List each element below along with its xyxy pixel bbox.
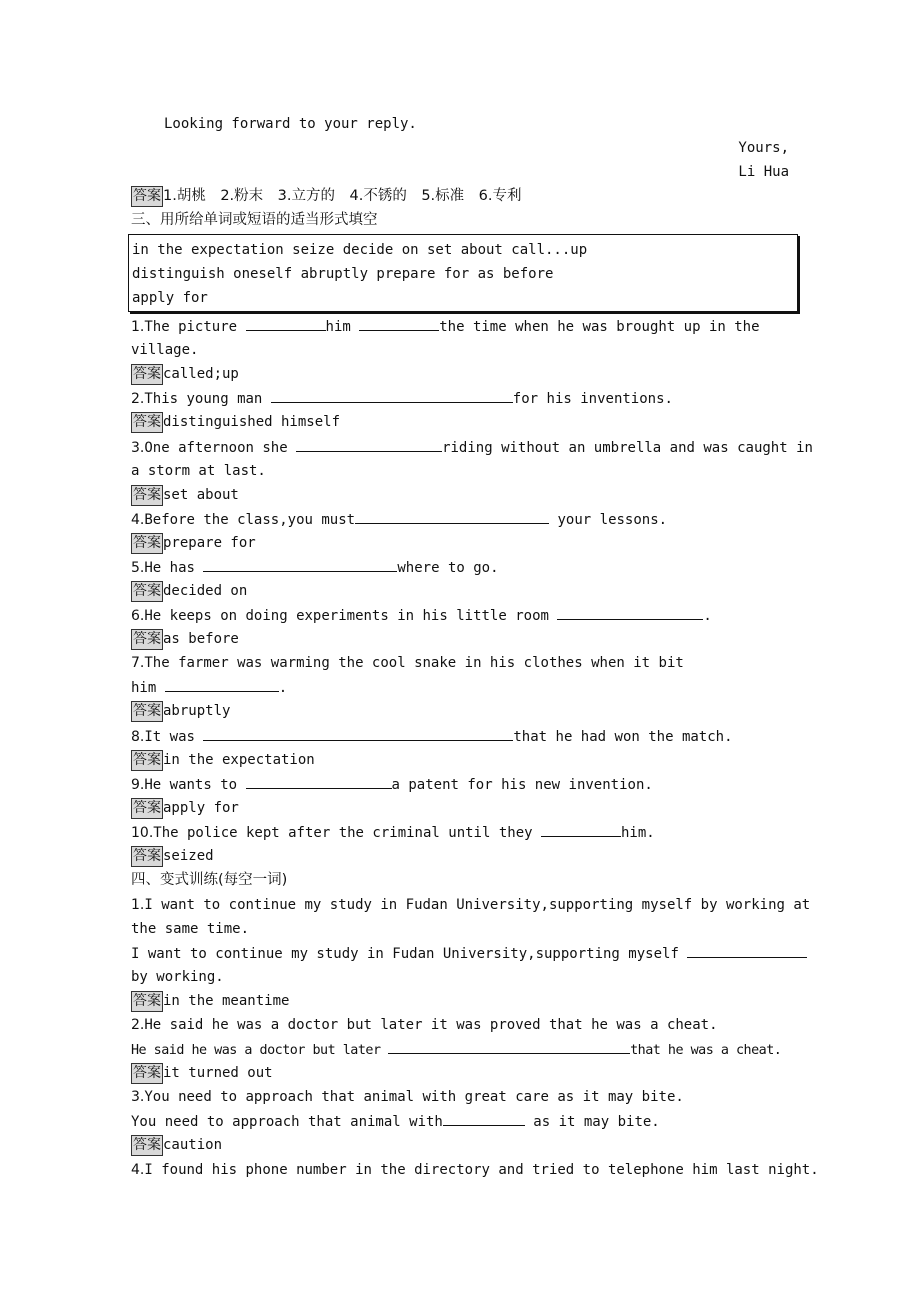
s4-question-2 <box>131 1014 791 1036</box>
question-text: I want to continue my study in Fudan University,supporting myself by working at <box>144 897 811 913</box>
answer-text: abruptly <box>163 703 231 719</box>
s3-question-6 <box>131 604 791 626</box>
question-text: I want to continue my study in Fudan University,supporting myself <box>131 946 688 962</box>
answer-tag: 答案 <box>131 750 163 771</box>
answer-tag: 答案 <box>131 701 163 722</box>
s3-answer-10 <box>131 845 791 867</box>
question-text: for his inventions. <box>512 391 673 407</box>
s3-answer-9 <box>131 797 791 819</box>
answer-tag: 答案 <box>131 846 163 867</box>
s3-question-7 <box>131 652 791 674</box>
question-text: . <box>278 680 288 696</box>
s3-question-9 <box>131 773 791 795</box>
fill-blank <box>557 604 703 620</box>
question-text: One afternoon she <box>144 440 297 456</box>
s3-answer-4 <box>131 532 791 554</box>
vocab-answer-line <box>131 185 791 207</box>
question-number: 5. <box>131 560 145 576</box>
s4-question-4 <box>131 1159 819 1181</box>
question-number: 4. <box>131 1162 145 1178</box>
s3-question-3 <box>131 436 813 458</box>
question-text: him. <box>621 825 655 841</box>
s3-question-4 <box>131 508 791 530</box>
letter-name: Li Hua <box>738 164 789 180</box>
question-text: The picture <box>144 319 246 335</box>
question-text: He keeps on doing experiments in his little room <box>144 608 558 624</box>
question-number: 10. <box>131 825 154 841</box>
answer-text: distinguished himself <box>163 414 341 430</box>
question-text: riding without an umbrella and was caught in <box>442 440 813 456</box>
answer-text: set about <box>163 487 239 503</box>
answer-text: seized <box>163 848 214 864</box>
question-text: him <box>131 680 165 696</box>
answer-text: decided on <box>163 583 248 599</box>
answer-tag: 答案 <box>131 581 163 602</box>
answer-text: caution <box>163 1137 223 1153</box>
s3-answer-8 <box>131 749 791 771</box>
question-number: 6. <box>131 608 145 624</box>
question-number: 7. <box>131 655 145 671</box>
s3-question-3-cont: a storm at last. <box>131 463 266 479</box>
question-number: 2. <box>131 1017 145 1033</box>
fill-blank <box>443 1110 525 1126</box>
vocab-answer-text: 1.胡桃 2.粉末 3.立方的 4.不锈的 5.标准 6.专利 <box>163 188 522 204</box>
answer-tag: 答案 <box>131 364 163 385</box>
question-text: He has <box>144 560 204 576</box>
s4-question-1-cont: the same time. <box>131 921 250 937</box>
answer-text: prepare for <box>163 535 256 551</box>
s3-question-8 <box>131 725 791 747</box>
question-text: . <box>703 608 712 624</box>
s3-question-10 <box>131 821 791 843</box>
answer-text: in the expectation <box>163 752 315 768</box>
question-number: 1. <box>131 319 145 335</box>
question-text: He said he was a doctor but later it was proved that he was a cheat. <box>144 1017 718 1033</box>
question-text: a patent for his new invention. <box>391 777 653 793</box>
answer-tag: 答案 <box>131 991 163 1012</box>
question-number: 4. <box>131 512 145 528</box>
s3-question-1 <box>131 315 791 337</box>
fill-blank <box>687 942 807 958</box>
question-text: The police kept after the criminal until they <box>153 825 541 841</box>
section3-title: 三、用所给单词或短语的适当形式填空 <box>131 212 378 228</box>
fill-blank <box>203 725 513 741</box>
s4-question-3 <box>131 1086 791 1108</box>
section4-title: 四、变式训练(每空一词) <box>131 872 288 888</box>
s3-answer-6 <box>131 628 791 650</box>
s4-rewrite-1-cont: by working. <box>131 969 224 985</box>
question-number: 2. <box>131 391 145 407</box>
s4-rewrite-2 <box>131 1038 791 1060</box>
answer-tag: 答案 <box>131 798 163 819</box>
letter-sign-off: Yours, <box>738 140 789 156</box>
question-number: 1. <box>131 897 145 913</box>
fill-blank <box>165 676 279 692</box>
s4-rewrite-3 <box>131 1110 791 1132</box>
letter-closing-line: Looking forward to your reply. <box>164 116 417 132</box>
question-text: where to go. <box>397 560 499 576</box>
answer-text: in the meantime <box>163 993 290 1009</box>
fill-blank <box>203 556 397 572</box>
question-text: your lessons. <box>549 512 668 528</box>
fill-blank <box>541 821 621 837</box>
fill-blank <box>388 1038 630 1054</box>
question-text: him <box>325 319 360 335</box>
answer-tag: 答案 <box>131 629 163 650</box>
answer-tag: 答案 <box>131 485 163 506</box>
question-text: This young man <box>144 391 271 407</box>
question-text: I found his phone number in the directory and tried to telephone him last night. <box>144 1162 819 1178</box>
question-text: He said he was a doctor but later <box>131 1043 389 1058</box>
s4-answer-2 <box>131 1062 791 1084</box>
fill-blank <box>355 508 549 524</box>
s3-answer-2 <box>131 411 791 433</box>
s3-answer-1 <box>131 363 791 385</box>
question-text: that he was a cheat. <box>630 1043 782 1058</box>
answer-tag: 答案 <box>131 533 163 554</box>
question-number: 3. <box>131 1089 145 1105</box>
s3-question-7-cont <box>131 676 791 698</box>
question-text: You need to approach that animal with great care as it may bite. <box>144 1089 684 1105</box>
s4-question-1 <box>131 894 811 916</box>
answer-tag: 答案 <box>131 186 163 207</box>
fill-blank <box>359 315 439 331</box>
question-number: 3. <box>131 440 145 456</box>
word-bank-line-3: apply for <box>132 290 208 306</box>
question-text: The farmer was warming the cool snake in his clothes when it bit <box>144 655 684 671</box>
answer-text: it turned out <box>163 1065 273 1081</box>
question-text: It was <box>144 729 204 745</box>
s3-question-5 <box>131 556 791 578</box>
s3-question-1-cont: village. <box>131 342 199 358</box>
question-text: He wants to <box>144 777 246 793</box>
fill-blank <box>296 436 442 452</box>
fill-blank <box>246 773 392 789</box>
s4-rewrite-1 <box>131 942 791 964</box>
answer-text: called;up <box>163 366 239 382</box>
word-bank-line-2: distinguish oneself abruptly prepare for as before <box>132 266 554 282</box>
answer-tag: 答案 <box>131 1063 163 1084</box>
s3-answer-5 <box>131 580 791 602</box>
question-text: as it may bite. <box>524 1114 660 1130</box>
s3-answer-7 <box>131 700 791 722</box>
question-number: 8. <box>131 729 145 745</box>
question-text: that he had won the match. <box>513 729 733 745</box>
fill-blank <box>246 315 326 331</box>
s3-question-2 <box>131 387 791 409</box>
question-text: You need to approach that animal with <box>131 1114 443 1130</box>
s3-answer-3 <box>131 484 791 506</box>
word-bank-line-1: in the expectation seize decide on set about call...up <box>132 242 588 258</box>
answer-tag: 答案 <box>131 1135 163 1156</box>
s4-answer-1 <box>131 990 791 1012</box>
question-text: the time when he was brought up in the <box>439 319 760 335</box>
question-text: Before the class,you must <box>144 512 356 528</box>
question-number: 9. <box>131 777 145 793</box>
answer-text: apply for <box>163 800 239 816</box>
answer-text: as before <box>163 631 239 647</box>
word-bank-box <box>128 234 798 312</box>
answer-tag: 答案 <box>131 412 163 433</box>
fill-blank <box>271 387 513 403</box>
s4-answer-3 <box>131 1134 791 1156</box>
